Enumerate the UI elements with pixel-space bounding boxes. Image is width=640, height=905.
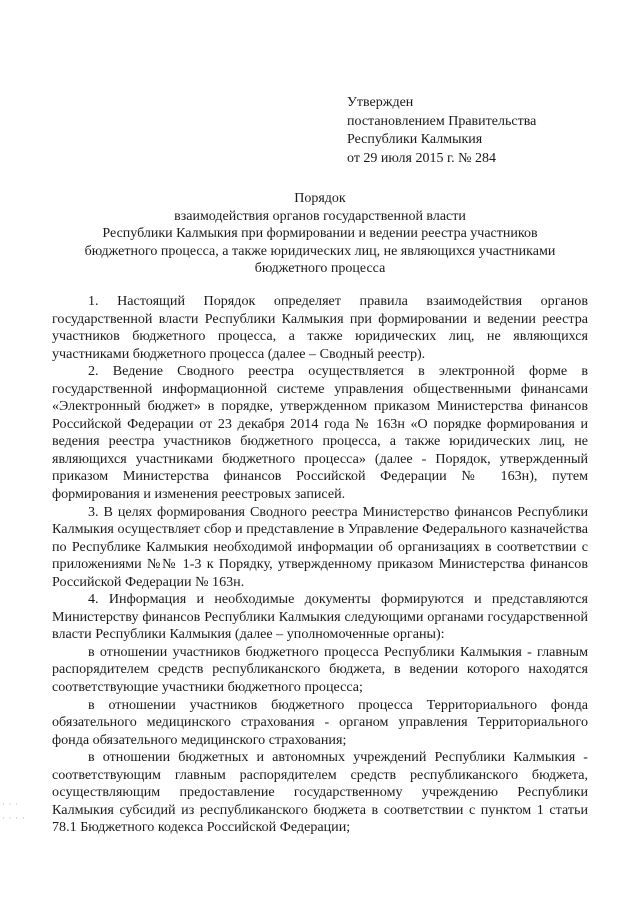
title-line: Порядок (294, 191, 346, 206)
approval-stamp (347, 94, 536, 168)
title-line: бюджетного процесса (254, 261, 386, 276)
paragraph-4-item-2: в отношении участников бюджетного процесса Территориального фонда обязательного медицинского страхования - органом управления Территориального фонда обязательного медицинского страхования; (52, 696, 588, 748)
document-body (52, 293, 588, 837)
title-line: бюджетного процесса, а также юридических лиц, не являющихся участниками (84, 243, 556, 259)
approval-date: от 29 июля 2015 г. № 284 (347, 150, 496, 166)
paragraph-2: 2. Ведение Сводного реестра осуществляется в электронной форме в государственной информационной системе управления общественными финансами «Электронный бюджет» в порядке, утвержденном приказом Министерства финансов Российской Федерации от 23 декабря 2014 года № 163н «О порядке формирования и ведения реестра участников бюджетного процесса, а также юридических лиц, не являющихся участниками бюджетного процесса» (далее - Порядок, утвержденный приказом Министерства финансов Российской Федерации № 163н), путем формирования и изменения реестровых записей. (52, 363, 588, 503)
document-title (60, 190, 580, 278)
paragraph-4-item-1: в отношении участников бюджетного процесса Республики Калмыкия - главным распорядителем средств республиканского бюджета, в ведении которого находятся соответствующие участники бюджетного процесса; (52, 643, 588, 696)
scan-margin-mark: · · · · · · · (2, 800, 26, 823)
title-line: Республики Калмыкия при формировании и ведении реестра участников (102, 226, 538, 241)
paragraph-1: 1. Настоящий Порядок определяет правила взаимодействия органов государственной власти Республики Калмыкия при формировании и ведении реестра участников бюджетного процесса, а также юридических лиц, не являющихся участниками бюджетного процесса (далее – Сводный реестр). (52, 293, 588, 362)
paragraph-4: 4. Информация и необходимые документы формируются и представляются Министерству финансов Республики Калмыкия следующими органами государственной власти Республики Калмыкия (далее – уполномоченные органы): (52, 591, 588, 643)
title-line: взаимодействия органов государственной власти (174, 208, 466, 224)
approval-line: Республики Калмыкия (347, 132, 483, 147)
paragraph-3: 3. В целях формирования Сводного реестра Министерство финансов Республики Калмыкия осуществляет сбор и представление в Управление Федерального казначейства по Республике Калмыкия необходимой информации об организациях в соответствии с приложениями №№ 1-3 к Порядку, утвержденному приказом Министерства финансов Российской Федерации № 163н. (52, 503, 588, 590)
approval-line: Утвержден (347, 95, 414, 110)
approval-line: постановлением Правительства (347, 113, 537, 129)
paragraph-4-item-3: в отношении бюджетных и автономных учреждений Республики Калмыкия - соответствующим главным распорядителем средств республиканского бюджета, осуществляющим предоставление государственному учреждению Республики Калмыкия субсидий из республиканского бюджета в соответствии с пунктом 1 статьи 78.1 Бюджетного кодекса Российской Федерации; (52, 749, 588, 836)
